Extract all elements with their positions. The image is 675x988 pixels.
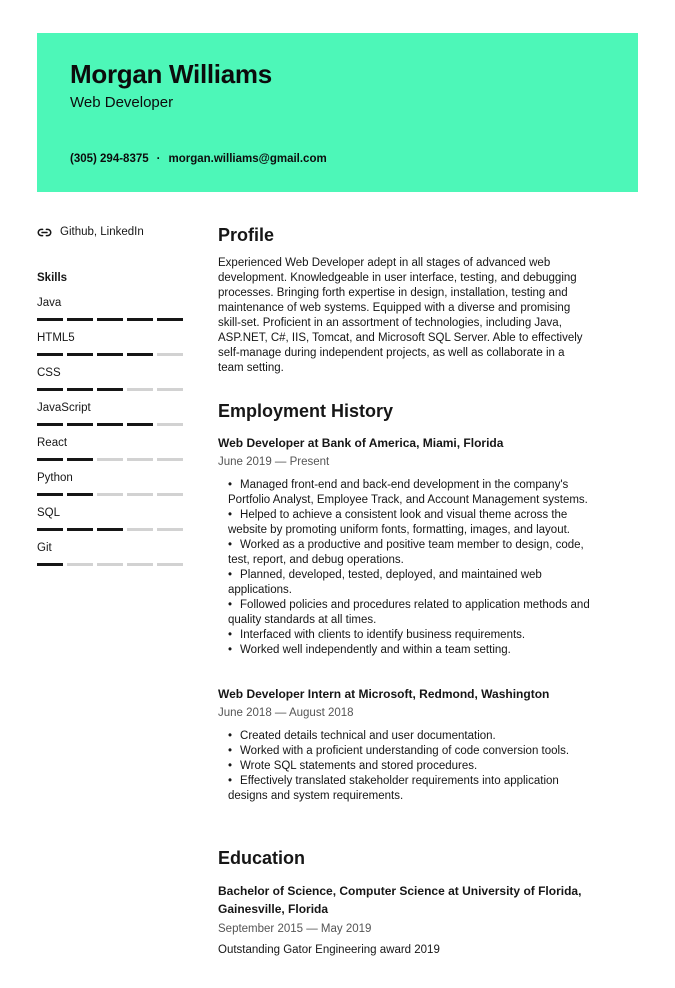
skill-level-bar [37, 423, 183, 426]
skill-bar-segment [127, 493, 153, 496]
email-address: morgan.williams@gmail.com [168, 153, 327, 166]
skill-bar-segment [157, 493, 183, 496]
skill-bar-segment [157, 423, 183, 426]
skill-bar-segment [67, 353, 93, 356]
skill-bar-segment [37, 353, 63, 356]
job-bullets [218, 729, 592, 804]
skill-bar-segment [67, 318, 93, 321]
skill-level-bar [37, 458, 183, 461]
education-degree: Bachelor of Science, Computer Science at University of Florida, Gainesville, Florida [218, 883, 582, 916]
jobs-list [218, 435, 592, 804]
skill-level-bar [37, 493, 183, 496]
skill-item [37, 436, 183, 461]
skill-bar-segment [157, 318, 183, 321]
skill-bar-segment [97, 528, 123, 531]
header-band [37, 33, 638, 192]
skill-item [37, 471, 183, 496]
skill-bar-segment [97, 388, 123, 391]
skill-bar-segment [157, 458, 183, 461]
skill-level-bar [37, 563, 183, 566]
skill-bar-segment [127, 563, 153, 566]
skill-item [37, 541, 183, 566]
bullet-item: • Managed front-end and back-end development in the company's Portfolio Analyst, Employee Track, and Account Management systems. [228, 478, 592, 508]
bullet-item: • Worked well independently and within a team setting. [228, 643, 592, 658]
skill-bar-segment [97, 563, 123, 566]
person-job-title: Web Developer [70, 94, 174, 112]
profile-text: Experienced Web Developer adept in all stages of advanced web development. Knowledgeable in user interface, testing, and debugging processes. Bringing forth expertise in design, installation, testing and maintenance of web systems. Equipped with a diverse and promising skill-set. Proficient in an assortment of technologies, including Java, ASP.NET, C#, IIS, Tomcat, and Microsoft SQL Server. Able to effectively self-manage during independent projects, as well as collaborate in a team setting. [218, 256, 583, 374]
link-icon [37, 225, 52, 240]
skill-level-bar [37, 353, 183, 356]
bullet-item: • Created details technical and user documentation. [228, 729, 592, 744]
job-dates: June 2018 — August 2018 [218, 707, 354, 720]
skill-item [37, 506, 183, 531]
job-entry [218, 686, 592, 804]
skill-bar-segment [97, 423, 123, 426]
skill-bar-segment [67, 458, 93, 461]
skill-bar-segment [157, 563, 183, 566]
contact-line [70, 153, 605, 165]
skill-name: Java [37, 297, 62, 309]
phone-number: (305) 294-8375 [70, 153, 149, 166]
skill-bar-segment [157, 388, 183, 391]
skill-item [37, 331, 183, 356]
skill-bar-segment [67, 388, 93, 391]
skill-item [37, 401, 183, 426]
skill-bar-segment [37, 493, 63, 496]
job-entry [218, 435, 592, 658]
skill-name: React [37, 437, 68, 449]
links-label[interactable]: Github, LinkedIn [60, 226, 144, 238]
skills-heading: Skills [37, 272, 68, 284]
job-title: Web Developer at Bank of America, Miami, Florida [218, 436, 504, 451]
skill-bar-segment [37, 423, 63, 426]
education-award: Outstanding Gator Engineering award 2019 [218, 943, 440, 956]
bullet-item: • Worked with a proficient understanding of code conversion tools. [228, 744, 592, 759]
skill-bar-segment [127, 458, 153, 461]
skill-level-bar [37, 528, 183, 531]
profile-section [218, 225, 592, 376]
skill-bar-segment [37, 388, 63, 391]
bullet-item: • Followed policies and procedures related to application methods and quality standards at all times. [228, 598, 592, 628]
skill-bar-segment [37, 458, 63, 461]
skill-bar-segment [97, 318, 123, 321]
skill-bar-segment [97, 458, 123, 461]
contact-separator: · [156, 153, 161, 166]
skill-item [37, 366, 183, 391]
skill-bar-segment [127, 388, 153, 391]
bullet-item: • Planned, developed, tested, deployed, and maintained web applications. [228, 568, 592, 598]
skill-bar-segment [37, 318, 63, 321]
skill-bar-segment [67, 423, 93, 426]
skill-bar-segment [97, 353, 123, 356]
skill-bar-segment [127, 423, 153, 426]
person-name: Morgan Williams [70, 59, 272, 89]
job-title: Web Developer Intern at Microsoft, Redmond, Washington [218, 687, 550, 702]
skill-name: Python [37, 472, 73, 484]
education-dates: September 2015 — May 2019 [218, 922, 372, 935]
skill-bar-segment [37, 563, 63, 566]
employment-heading: Employment History [218, 400, 394, 421]
content-area [0, 192, 675, 958]
skills-list [37, 296, 183, 566]
skill-bar-segment [67, 563, 93, 566]
skill-bar-segment [127, 318, 153, 321]
external-links[interactable] [37, 225, 183, 240]
education-heading: Education [218, 848, 306, 869]
resume-page [0, 33, 675, 958]
skill-bar-segment [67, 493, 93, 496]
skill-bar-segment [127, 528, 153, 531]
bullet-item: • Worked as a productive and positive team member to design, code, test, report, and debug operations. [228, 538, 592, 568]
education-section [218, 848, 592, 958]
skill-bar-segment [127, 353, 153, 356]
job-bullets [218, 478, 592, 658]
sidebar [37, 225, 183, 958]
employment-section [218, 401, 592, 805]
bullet-item: • Interfaced with clients to identify business requirements. [228, 628, 592, 643]
skill-bar-segment [157, 528, 183, 531]
skill-bar-segment [67, 528, 93, 531]
skill-name: Git [37, 542, 52, 554]
skill-bar-segment [37, 528, 63, 531]
skill-name: SQL [37, 507, 61, 519]
skill-name: HTML5 [37, 332, 75, 344]
job-dates: June 2019 — Present [218, 456, 330, 469]
main-column [218, 225, 592, 958]
skill-level-bar [37, 388, 183, 391]
bullet-item: • Effectively translated stakeholder requirements into application designs and system requirements. [228, 774, 592, 804]
bullet-item: • Helped to achieve a consistent look and visual theme across the website by promoting uniform fonts, formatting, images, and layout. [228, 508, 592, 538]
skill-level-bar [37, 318, 183, 321]
bullet-item: • Wrote SQL statements and stored procedures. [228, 759, 592, 774]
skill-bar-segment [157, 353, 183, 356]
skill-item [37, 296, 183, 321]
skill-name: CSS [37, 367, 61, 379]
skill-bar-segment [97, 493, 123, 496]
profile-heading: Profile [218, 225, 275, 245]
skill-name: JavaScript [37, 402, 91, 414]
